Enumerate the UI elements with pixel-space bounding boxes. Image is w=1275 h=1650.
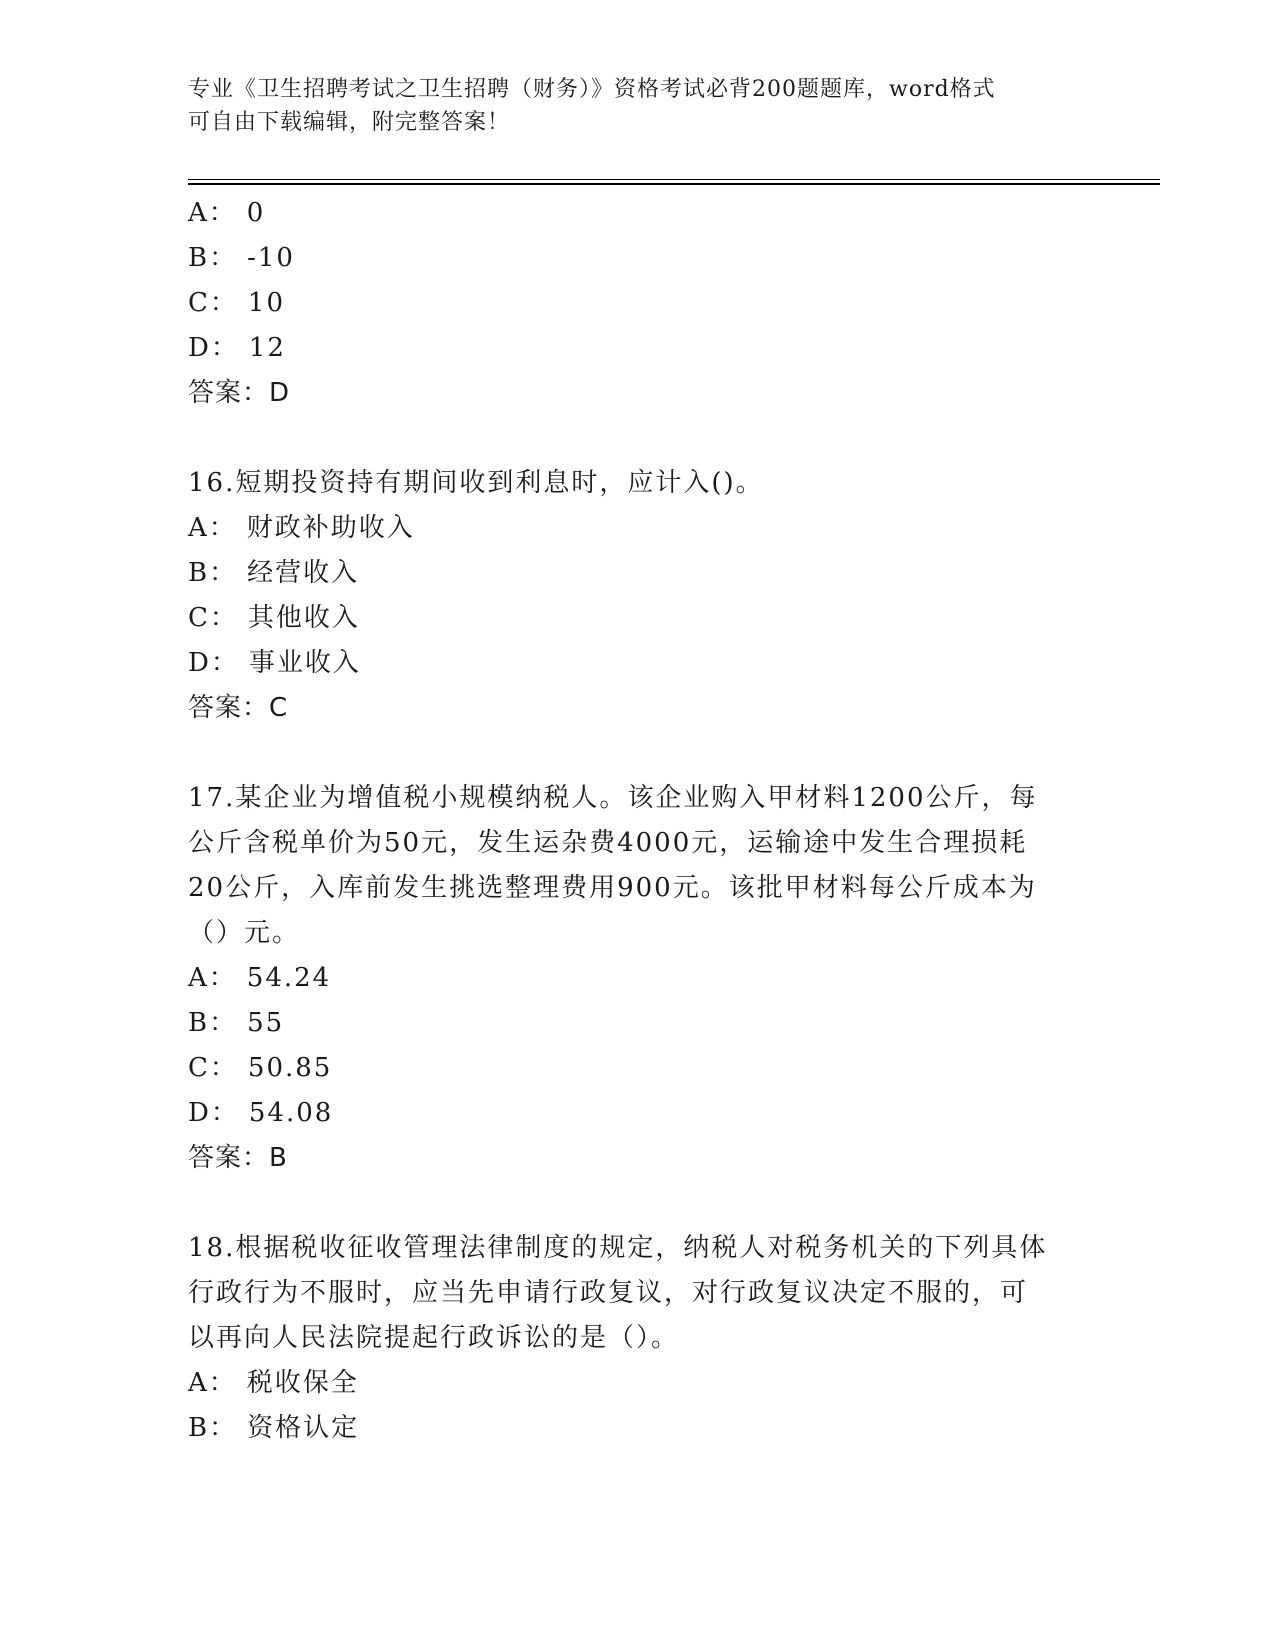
option-text: 税收保全 (246, 1368, 359, 1398)
option-row (188, 955, 331, 1001)
option-text: 10 (247, 288, 285, 318)
option-label: B： (188, 1008, 238, 1038)
header-divider-thick (188, 183, 1160, 185)
option-text: 经营收入 (247, 558, 360, 588)
option-label: D： (188, 1098, 239, 1128)
option-row (188, 1090, 333, 1136)
option-row (188, 640, 361, 686)
header-title-line-2: 可自由下载编辑，附完整答案！ (188, 110, 511, 135)
option-row (188, 1405, 359, 1451)
option-label: A： (188, 963, 237, 993)
option-text: 资格认定 (247, 1413, 360, 1443)
option-label: D： (188, 333, 239, 363)
header-title-line-1: 专业《卫生招聘考试之卫生招聘（财务）》资格考试必背200题题库，word格式 (188, 77, 996, 102)
answer-label: 答案： (188, 1143, 270, 1173)
answer-label: 答案： (188, 693, 270, 723)
option-text: 55 (247, 1008, 285, 1038)
answer-row (188, 1135, 288, 1181)
question-text-line: 以再向人民法院提起行政诉讼的是（）。 (188, 1323, 680, 1353)
option-text: 0 (246, 198, 266, 228)
question-text-line: 20公斤，入库前发生挑选整理费用900元。该批甲材料每公斤成本为 (188, 873, 1037, 903)
question-text (188, 460, 764, 506)
option-row (188, 1045, 332, 1091)
option-row (188, 1360, 359, 1406)
option-row (188, 550, 359, 596)
option-text: 12 (248, 333, 286, 363)
answer-value: D (269, 378, 291, 408)
option-text: 财政补助收入 (246, 513, 415, 543)
option-label: C： (188, 603, 238, 633)
question-text-line: 行政行为不服时，应当先申请行政复议，对行政复议决定不服的，可 (188, 1278, 1029, 1308)
option-row (188, 325, 286, 371)
option-row (188, 235, 295, 281)
option-text: 54.08 (248, 1098, 334, 1128)
option-label: B： (188, 1413, 238, 1443)
question-text-line: 18.根据税收征收管理法律制度的规定，纳税人对税务机关的下列具体 (188, 1233, 1048, 1263)
option-row (188, 595, 360, 641)
document-header (188, 73, 1068, 139)
header-divider-thin (188, 179, 1160, 180)
option-text: 其他收入 (247, 603, 360, 633)
question-text-line: （）元。 (188, 918, 301, 948)
option-row (188, 190, 265, 236)
option-row (188, 1000, 284, 1046)
option-text: -10 (247, 243, 295, 273)
answer-label: 答案： (188, 378, 270, 408)
option-row (188, 280, 285, 326)
option-label: D： (188, 648, 239, 678)
option-text: 50.85 (247, 1053, 333, 1083)
option-label: A： (188, 513, 237, 543)
option-text: 54.24 (246, 963, 332, 993)
question-16-text: 16.短期投资持有期间收到利息时，应计入()。 (188, 468, 764, 498)
question-text-line: 公斤含税单价为50元，发生运杂费4000元，运输途中发生合理损耗 (188, 828, 1028, 858)
answer-row (188, 370, 290, 416)
option-label: A： (188, 198, 237, 228)
answer-value: B (269, 1143, 288, 1173)
option-label: B： (188, 558, 238, 588)
option-label: A： (188, 1368, 237, 1398)
option-label: C： (188, 1053, 238, 1083)
answer-row (188, 685, 288, 731)
option-text: 事业收入 (248, 648, 361, 678)
option-label: C： (188, 288, 238, 318)
question-text-line: 17.某企业为增值税小规模纳税人。该企业购入甲材料1200公斤，每 (188, 783, 1038, 813)
answer-value: C (269, 693, 289, 723)
option-row (188, 505, 415, 551)
option-label: B： (188, 243, 238, 273)
